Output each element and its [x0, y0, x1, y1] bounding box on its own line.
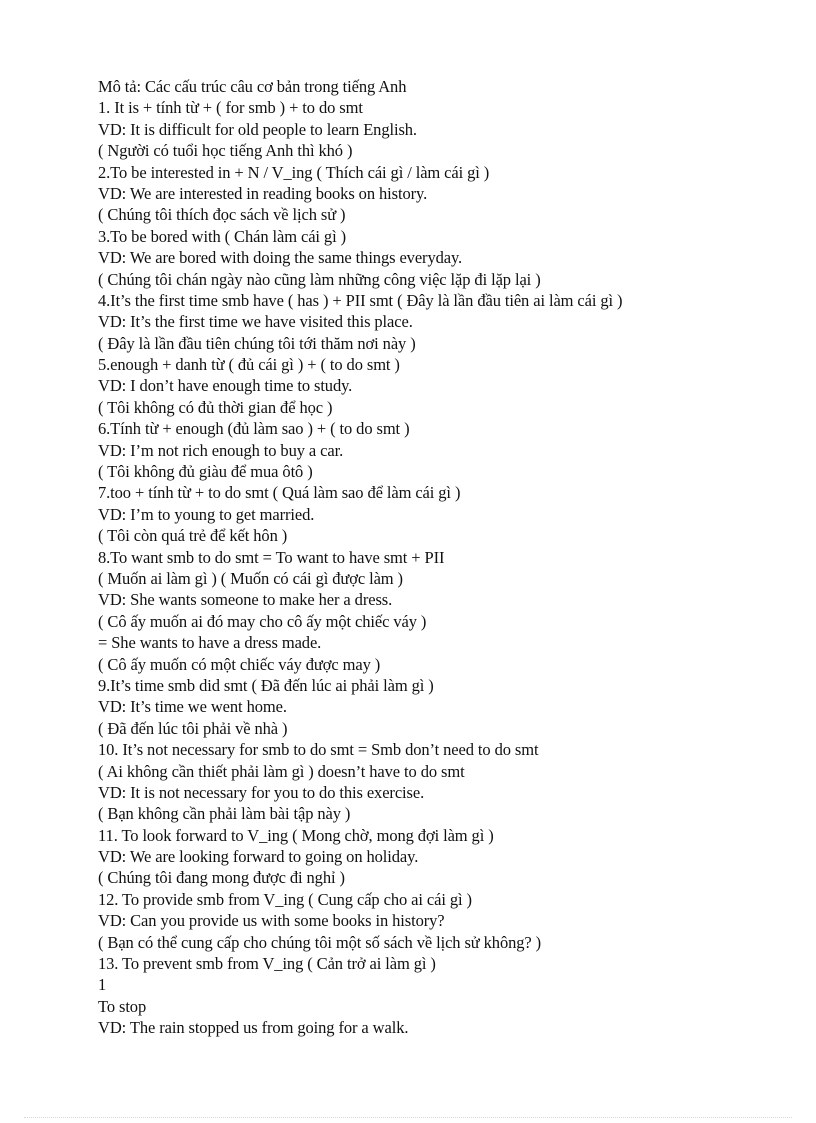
page-bottom-divider — [24, 1117, 792, 1118]
document-body — [98, 76, 798, 1039]
translation-line: ( Đã đến lúc tôi phải về nhà ) — [98, 718, 288, 738]
example-line: VD: We are bored with doing the same things everyday. — [98, 248, 463, 268]
structure-heading-4: 4.It’s the first time smb have ( has ) + PII smt ( Đây là lần đầu tiên ai làm cái gì ) — [98, 290, 623, 310]
translation-line: ( Ai không cần thiết phải làm gì ) doesn’t have to do smt — [98, 761, 465, 781]
translation-line: ( Bạn có thể cung cấp cho chúng tôi một số sách về lịch sử không? ) — [98, 932, 542, 952]
document-title: Mô tả: Các cấu trúc câu cơ bản trong tiếng Anh — [98, 77, 407, 96]
example-line: VD: Can you provide us with some books in history? — [98, 911, 445, 931]
structure-heading-11: 11. To look forward to V_ing ( Mong chờ, mong đợi làm gì ) — [98, 825, 494, 845]
translation-line: ( Chúng tôi thích đọc sách về lịch sử ) — [98, 205, 346, 225]
translation-line: ( Muốn ai làm gì ) ( Muốn có cái gì được làm ) — [98, 568, 403, 588]
structure-heading-1: 1. It is + tính từ + ( for smb ) + to do smt — [98, 98, 363, 118]
structure-heading-3: 3.To be bored with ( Chán làm cái gì ) — [98, 226, 346, 246]
translation-line: ( Chúng tôi chán ngày nào cũng làm những công việc lặp đi lặp lại ) — [98, 269, 541, 289]
example-line: VD: It’s time we went home. — [98, 697, 287, 717]
example-line: VD: It is difficult for old people to learn English. — [98, 119, 417, 139]
example-line: VD: We are interested in reading books on history. — [98, 183, 428, 203]
page-number: 1 — [98, 975, 107, 995]
structure-subheading: To stop — [98, 996, 147, 1016]
translation-line: ( Người có tuổi học tiếng Anh thì khó ) — [98, 141, 353, 161]
example-line: VD: She wants someone to make her a dress. — [98, 590, 393, 610]
translation-line: ( Tôi không có đủ thời gian để học ) — [98, 397, 333, 417]
example-line: VD: It is not necessary for you to do this exercise. — [98, 782, 425, 802]
structure-heading-13: 13. To prevent smb from V_ing ( Cản trở ai làm gì ) — [98, 954, 436, 974]
example-line: VD: I don’t have enough time to study. — [98, 376, 353, 396]
example-line: VD: I’m not rich enough to buy a car. — [98, 440, 344, 460]
translation-line: ( Tôi còn quá trẻ để kết hôn ) — [98, 526, 288, 546]
translation-line: ( Chúng tôi đang mong được đi nghỉ ) — [98, 868, 345, 888]
structure-heading-10: 10. It’s not necessary for smb to do smt = Smb don’t need to do smt — [98, 740, 539, 760]
example-line: = She wants to have a dress made. — [98, 633, 322, 653]
example-line: VD: The rain stopped us from going for a walk. — [98, 1018, 409, 1038]
structure-heading-2: 2.To be interested in + N / V_ing ( Thích cái gì / làm cái gì ) — [98, 162, 490, 182]
translation-line: ( Cô ấy muốn ai đó may cho cô ấy một chiếc váy ) — [98, 611, 427, 631]
example-line: VD: It’s the first time we have visited this place. — [98, 312, 413, 332]
example-line: VD: We are looking forward to going on holiday. — [98, 847, 419, 867]
translation-line: ( Tôi không đủ giàu để mua ôtô ) — [98, 462, 313, 482]
structure-heading-7: 7.too + tính từ + to do smt ( Quá làm sao để làm cái gì ) — [98, 483, 461, 503]
translation-line: ( Cô ấy muốn có một chiếc váy được may ) — [98, 654, 381, 674]
structure-heading-5: 5.enough + danh từ ( đủ cái gì ) + ( to do smt ) — [98, 355, 400, 375]
structure-heading-12: 12. To provide smb from V_ing ( Cung cấp cho ai cái gì ) — [98, 889, 472, 909]
translation-line: ( Đây là lần đầu tiên chúng tôi tới thăm nơi này ) — [98, 333, 416, 353]
structure-heading-9: 9.It’s time smb did smt ( Đã đến lúc ai phải làm gì ) — [98, 675, 434, 695]
structure-heading-6: 6.Tính từ + enough (đủ làm sao ) + ( to do smt ) — [98, 419, 410, 439]
structure-heading-8: 8.To want smb to do smt = To want to have smt + PII — [98, 547, 445, 567]
example-line: VD: I’m to young to get married. — [98, 504, 315, 524]
translation-line: ( Bạn không cần phải làm bài tập này ) — [98, 804, 351, 824]
